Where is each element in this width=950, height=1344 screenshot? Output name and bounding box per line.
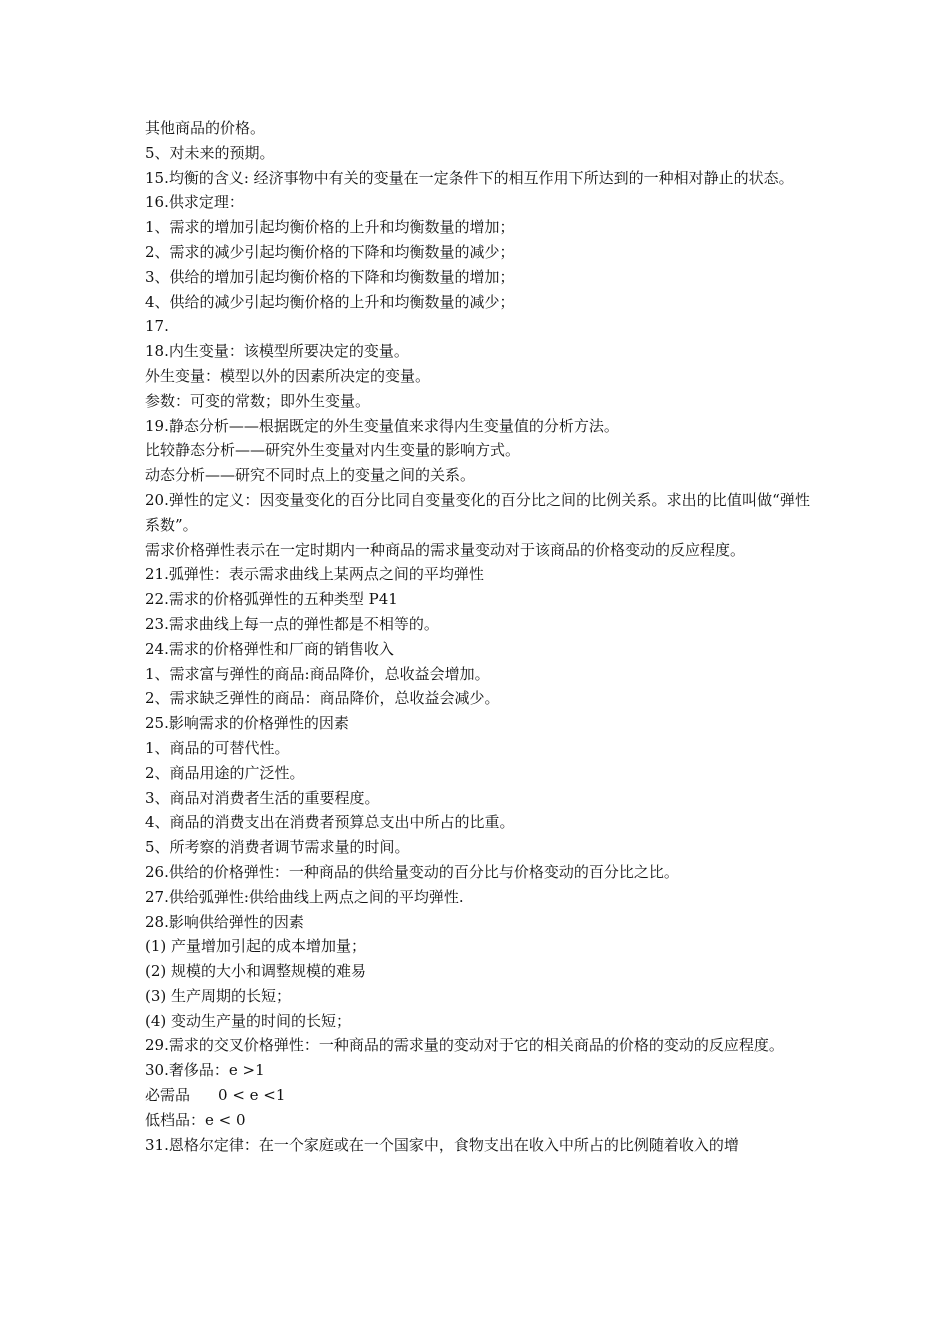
list-item: 1、需求的增加引起均衡价格的上升和均衡数量的增加； [145, 218, 515, 237]
section-heading: 25.影响需求的价格弹性的因素 [145, 714, 349, 733]
list-item: 2、需求的减少引起均衡价格的下降和均衡数量的减少； [145, 242, 515, 261]
document-body [145, 116, 810, 1157]
list-item: (3) 生产周期的长短； [145, 986, 292, 1005]
list-item: (2) 规模的大小和调整规模的难易 [145, 962, 367, 981]
text-paragraph: 20.弹性的定义：因变量变化的百分比同自变量变化的百分比之间的比例关系。求出的比值叫做“弹性系数”。 [145, 490, 810, 534]
list-item: (1) 产量增加引起的成本增加量； [145, 937, 367, 956]
section-heading: 24.需求的价格弹性和厂商的销售收入 [145, 639, 394, 658]
text-line: 21.弧弹性：表示需求曲线上某两点之间的平均弹性 [145, 565, 484, 584]
list-item: 1、需求富与弹性的商品:商品降价，总收益会增加。 [145, 664, 490, 683]
text-line: 比较静态分析——研究外生变量对内生变量的影响方式。 [145, 441, 521, 460]
text-paragraph: 15.均衡的含义: 经济事物中有关的变量在一定条件下的相互作用下所达到的一种相对静止的状态。 [145, 168, 794, 187]
text-line: 18.内生变量：该模型所要决定的变量。 [145, 342, 409, 361]
list-item: 2、需求缺乏弹性的商品：商品降价，总收益会减少。 [145, 689, 500, 708]
text-line: 低档品：e < 0 [145, 1110, 246, 1129]
list-item: 4、商品的消费支出在消费者预算总支出中所占的比重。 [145, 813, 515, 832]
text-line: 参数：可变的常数；即外生变量。 [145, 391, 371, 410]
text-line: 5、对未来的预期。 [145, 143, 275, 162]
text-paragraph: 29.需求的交叉价格弹性：一种商品的需求量的变动对于它的相关商品的价格的变动的反应程度。 [145, 1036, 784, 1055]
text-line: 30.奢侈品：e >1 [145, 1061, 265, 1080]
text-line: 外生变量：模型以外的因素所决定的变量。 [145, 366, 431, 385]
list-item: 1、商品的可替代性。 [145, 738, 290, 757]
text-line: 19.静态分析——根据既定的外生变量值来求得内生变量值的分析方法。 [145, 416, 619, 435]
text-line: 其他商品的价格。 [145, 119, 266, 137]
list-item: (4) 变动生产量的时间的长短； [145, 1011, 352, 1030]
text-line [145, 1083, 810, 1108]
text-line: 27.供给弧弹性:供给曲线上两点之间的平均弹性. [145, 887, 464, 906]
section-heading: 16.供求定理： [145, 193, 244, 212]
list-item: 3、供给的增加引起均衡价格的下降和均衡数量的增加； [145, 267, 515, 286]
section-heading: 28.影响供给弹性的因素 [145, 912, 304, 931]
text-line: 23.需求曲线上每一点的弹性都是不相等的。 [145, 614, 439, 633]
necessity-label: 必需品 [145, 1086, 191, 1105]
necessity-range: 0 < e <1 [218, 1086, 286, 1105]
text-line: 需求价格弹性表示在一定时期内一种商品的需求量变动对于该商品的价格变动的反应程度。 [145, 540, 746, 559]
text-line: 22.需求的价格弧弹性的五种类型 P41 [145, 590, 398, 609]
list-item: 4、供给的减少引起均衡价格的上升和均衡数量的减少； [145, 292, 515, 311]
list-item: 2、商品用途的广泛性。 [145, 763, 305, 782]
list-item: 5、所考察的消费者调节需求量的时间。 [145, 838, 410, 857]
list-item: 3、商品对消费者生活的重要程度。 [145, 788, 380, 807]
text-line: 31.恩格尔定律：在一个家庭或在一个国家中，食物支出在收入中所占的比例随着收入的增 [145, 1135, 739, 1154]
text-line: 26.供给的价格弹性：一种商品的供给量变动的百分比与价格变动的百分比之比。 [145, 862, 679, 881]
text-line: 动态分析——研究不同时点上的变量之间的关系。 [145, 466, 476, 485]
section-heading: 17. [145, 317, 169, 336]
